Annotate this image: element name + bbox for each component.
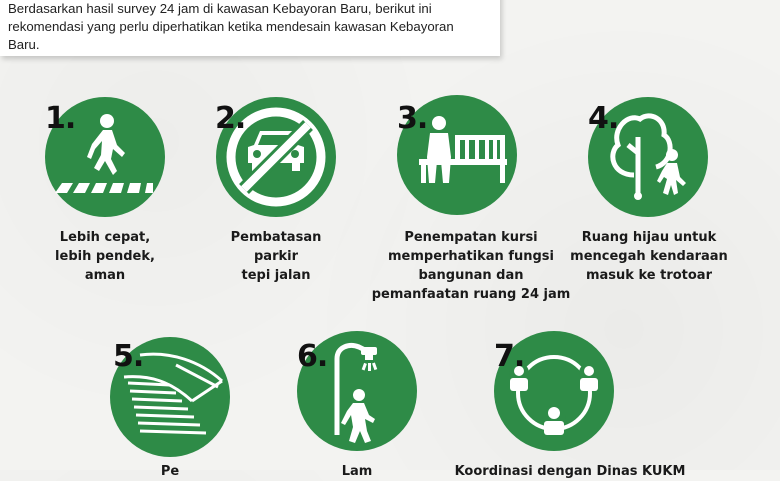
caption-6: Lam xyxy=(341,464,373,479)
caption-5: Pe xyxy=(160,464,180,479)
number-4: 4. xyxy=(588,101,619,136)
intro-text: Berdasarkan hasil survey 24 jam di kawasan Kebayoran Baru, berikut ini rekomendasi yang perlu diperhatikan ketika mendesain kawasan Kebayoran Baru. xyxy=(8,1,454,52)
caption-1: Lebih cepat, lebih pendek, aman xyxy=(55,230,155,283)
number-1: 1. xyxy=(45,101,76,136)
caption-3: Penempatan kursi memperhatikan fungsi bangunan dan pemanfaatan ruang 24 jam xyxy=(371,230,571,302)
caption-7: Koordinasi dengan Dinas KUKM xyxy=(454,464,686,479)
caption-2: Pembatasan parkir tepi jalan xyxy=(230,230,322,283)
intro-card xyxy=(0,0,500,56)
number-3: 3. xyxy=(397,101,428,136)
number-2: 2. xyxy=(215,101,246,136)
caption-4: Ruang hijau untuk mencegah kendaraan masuk ke trotoar xyxy=(570,230,728,283)
number-5: 5. xyxy=(113,339,144,374)
number-7: 7. xyxy=(494,339,525,374)
number-6: 6. xyxy=(297,339,328,374)
